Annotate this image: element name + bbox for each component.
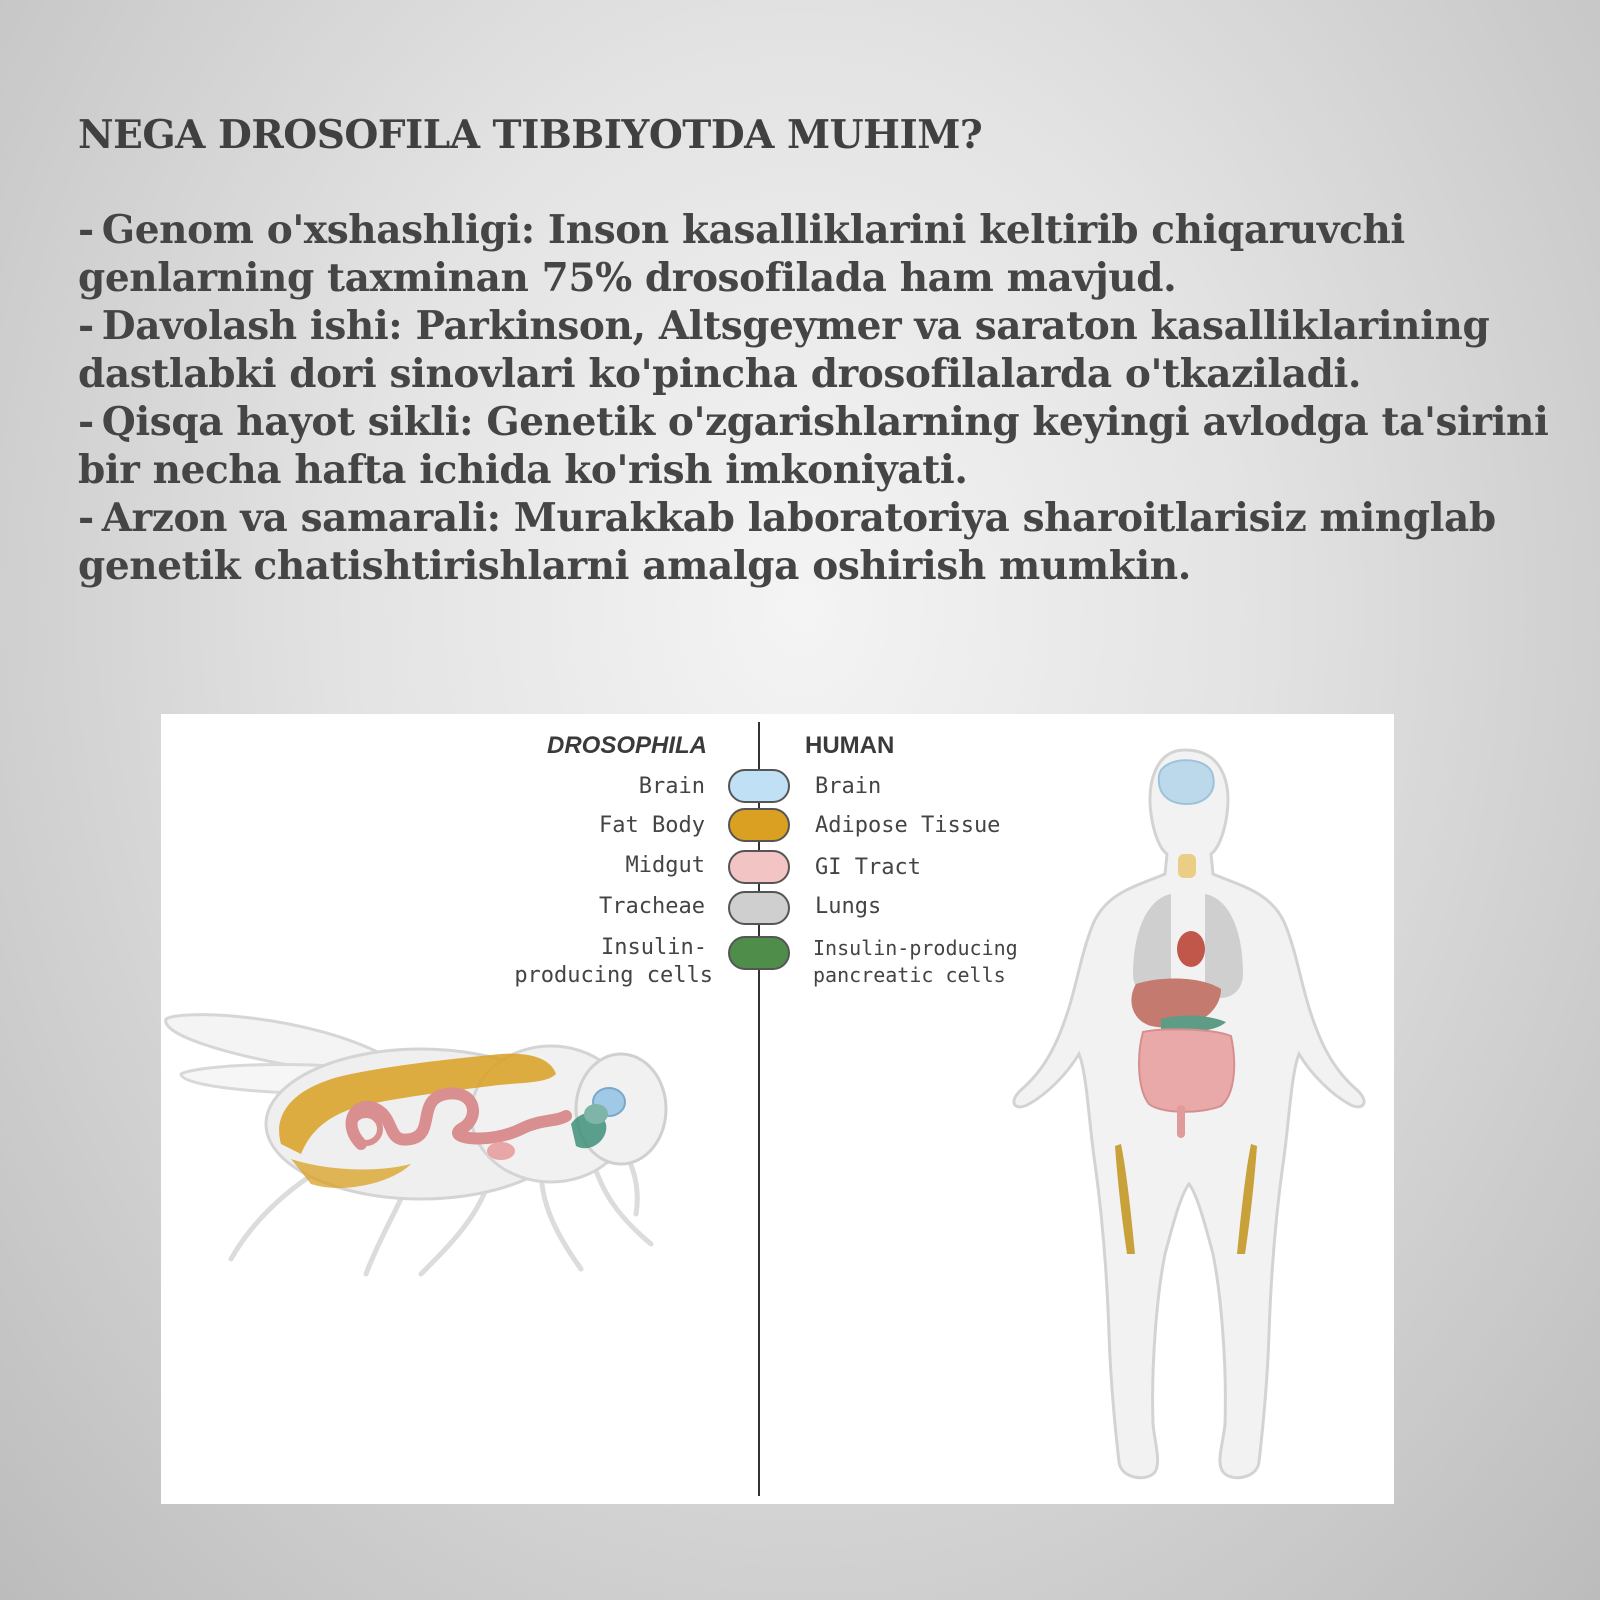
midgut-pill: [729, 851, 789, 883]
fly-midgut: [487, 1142, 515, 1160]
legend-row: [599, 892, 881, 924]
fly-label: Fat Body: [599, 813, 705, 838]
page-title: NEGA DROSOFILA TIBBIYOTDA MUHIM?: [78, 112, 983, 158]
human-brain: [1159, 760, 1214, 804]
tracheae-pill: [729, 892, 789, 924]
human-illustration: [1014, 750, 1364, 1478]
fly-label: producing cells: [514, 963, 713, 988]
human-label: Insulin-producing: [813, 936, 1018, 960]
bullet-text: Qisqa hayot sikli: Genetik o'zgarishlarning keyingi avlodga ta'sirini bir necha hafta ichida ko'rish imkoniyati.: [78, 399, 1549, 493]
bullet-item: [78, 206, 1578, 302]
fly-label: Tracheae: [599, 894, 705, 919]
bullet-text: Arzon va samarali: Murakkab laboratoriya sharoitlarisiz minglab genetik chatishtirishlarni amalga oshirish mumkin.: [78, 495, 1496, 589]
fly-label: Midgut: [625, 853, 705, 878]
human-label: Adipose Tissue: [815, 813, 1001, 838]
bullet-item: [78, 302, 1578, 398]
bullet-dash: -: [78, 399, 94, 445]
fly-label: Brain: [638, 774, 705, 799]
bullet-list: [78, 206, 1578, 590]
bullet-text: Davolash ishi: Parkinson, Altsgeymer va saraton kasalliklarining dastlabki dori sinovlari ko'pincha drosofilalarda o'tkaziladi.: [78, 303, 1490, 397]
brain-pill: [729, 770, 789, 802]
text-block: [78, 112, 1578, 590]
drosophila-header: DROSOPHILA: [546, 732, 707, 759]
figure-canvas: [161, 714, 1394, 1504]
human-header: HUMAN: [805, 732, 895, 759]
fat-body-pill: [729, 809, 789, 841]
bullet-item: [78, 494, 1578, 590]
human-throat: [1178, 854, 1196, 878]
human-label: GI Tract: [815, 855, 921, 880]
human-label: Lungs: [815, 894, 882, 919]
bullet-dash: -: [78, 495, 94, 541]
insulin-pill: [729, 937, 789, 969]
bullet-item: [78, 398, 1578, 494]
fly-label: Insulin-: [601, 935, 707, 960]
human-heart: [1177, 931, 1205, 967]
human-intestines: [1139, 1029, 1234, 1111]
drosophila-illustration: [166, 1015, 666, 1274]
human-label: pancreatic cells: [813, 963, 1006, 987]
bullet-dash: -: [78, 207, 94, 253]
bullet-dash: -: [78, 303, 94, 349]
legend-row: [599, 809, 1000, 841]
legend-row: [514, 935, 1017, 988]
legend-row: [626, 851, 921, 883]
bullet-text: Genom o'xshashligi: Inson kasalliklarini keltirib chiqaruvchi genlarning taxminan 75% drosofilada ham mavjud.: [78, 207, 1405, 301]
comparison-figure: [161, 714, 1394, 1504]
legend-row: [639, 770, 881, 802]
human-label: Brain: [815, 774, 882, 799]
fly-brain: [584, 1104, 608, 1124]
